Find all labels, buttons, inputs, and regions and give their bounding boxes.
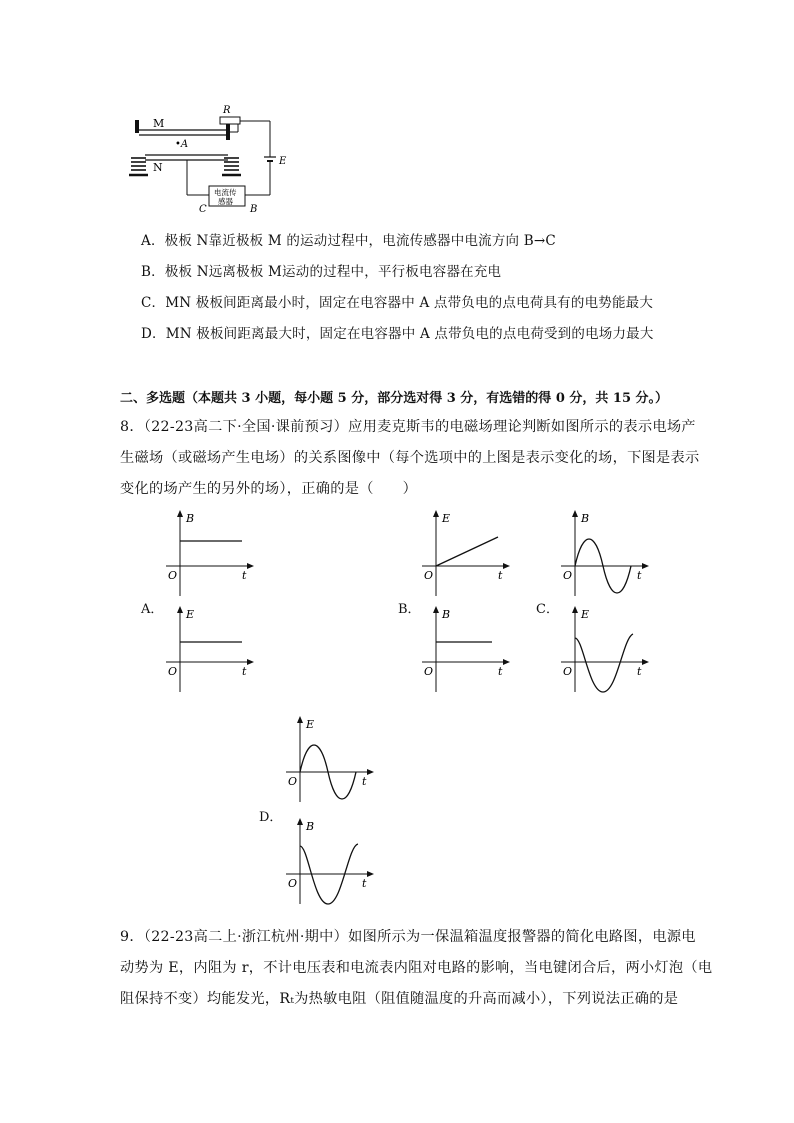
origin-label: O	[288, 877, 298, 890]
origin-label: O	[168, 665, 178, 678]
axis-label-y: E	[442, 512, 451, 525]
graph-d-top	[282, 714, 377, 804]
label-M: M	[153, 117, 165, 130]
label-C: C	[199, 204, 207, 215]
label-E: E	[279, 156, 287, 167]
origin-label: O	[424, 569, 434, 582]
origin-label: O	[288, 775, 298, 788]
axis-label-x: t	[362, 877, 367, 890]
axis-label-x: t	[498, 569, 503, 582]
q8-mark-a: A．	[141, 602, 164, 617]
axis-label-y: B	[581, 512, 590, 525]
axis-label-y: E	[186, 608, 195, 621]
q8-line-1: 8．（22-23高二下·全国·课前预习）应用麦克斯韦的电磁场理论判断如图所示的表示电场产	[120, 419, 696, 435]
graph-d-bottom	[282, 816, 377, 906]
curve	[575, 634, 633, 692]
q8-mark-b: B．	[398, 602, 421, 617]
section-title: 二、多选题（本题共 3 小题，每小题 5 分，部分选对得 3 分，有选错的得 0 分，共 15 分。）	[120, 391, 669, 406]
q7-option-d: D．MN 极板间距离最大时，固定在电容器中 A 点带负电的点电荷受到的电场力最大	[141, 326, 654, 342]
q8-line-2: 生磁场（或磁场产生电场）的关系图像中（每个选项中的上图是表示变化的场，下图是表示	[120, 450, 700, 466]
plate-M	[135, 120, 139, 133]
resistor-R	[220, 117, 240, 124]
q7-option-b: B．极板 N远离极板 M运动的过程中，平行板电容器在充电	[141, 264, 502, 280]
axis-label-y: B	[186, 512, 195, 525]
axis-label-x: t	[242, 569, 247, 582]
axis-label-x: t	[498, 665, 503, 678]
axis-label-y: B	[306, 820, 315, 833]
origin-label: O	[563, 665, 573, 678]
axis-label-y: E	[306, 718, 315, 731]
q9-line-1: 9．（22-23高二上·浙江杭州·期中）如图所示为一保温箱温度报警器的简化电路图，电源电	[120, 929, 696, 945]
axis-label-y: E	[581, 608, 590, 621]
label-A: •A	[175, 139, 189, 150]
graph-a-bottom	[162, 604, 257, 694]
q8-mark-d: D．	[259, 810, 283, 825]
axis-label-x: t	[637, 665, 642, 678]
origin-label: O	[563, 569, 573, 582]
axis-label-x: t	[242, 665, 247, 678]
sensor-label-2: 感器	[218, 197, 233, 206]
q8-line-3: 变化的场产生的另外的场），正确的是（ ）	[120, 481, 418, 497]
q7-option-a: A．极板 N靠近极板 M 的运动过程中，电流传感器中电流方向 B→C	[141, 233, 556, 249]
sensor-label-1: 电流传	[214, 188, 237, 197]
graph-c-top	[557, 508, 652, 598]
q8-mark-c: C．	[536, 602, 559, 617]
capacitor-circuit-diagram	[125, 100, 300, 215]
axis-label-y: B	[442, 608, 451, 621]
graph-a-top	[162, 508, 257, 598]
graph-b-bottom	[418, 604, 513, 694]
origin-label: O	[424, 665, 434, 678]
q9-line-3: 阻保持不变）均能发光，Rₜ为热敏电阻（阻值随温度的升高而减小），下列说法正确的是	[120, 991, 679, 1007]
label-B: B	[250, 204, 258, 215]
label-R: R	[223, 105, 231, 116]
origin-label: O	[168, 569, 178, 582]
label-N: N	[153, 161, 163, 174]
axis-label-x: t	[637, 569, 642, 582]
graph-b-top	[418, 508, 513, 598]
q7-option-c: C．MN 极板间距离最小时，固定在电容器中 A 点带负电的点电荷具有的电势能最大	[141, 295, 654, 311]
curve	[436, 537, 498, 566]
graph-c-bottom	[557, 604, 652, 694]
axis-label-x: t	[362, 775, 367, 788]
q9-line-2: 动势为 E，内阻为 r，不计电压表和电流表内阻对电路的影响，当电键闭合后，两小灯泡（电	[120, 960, 713, 976]
